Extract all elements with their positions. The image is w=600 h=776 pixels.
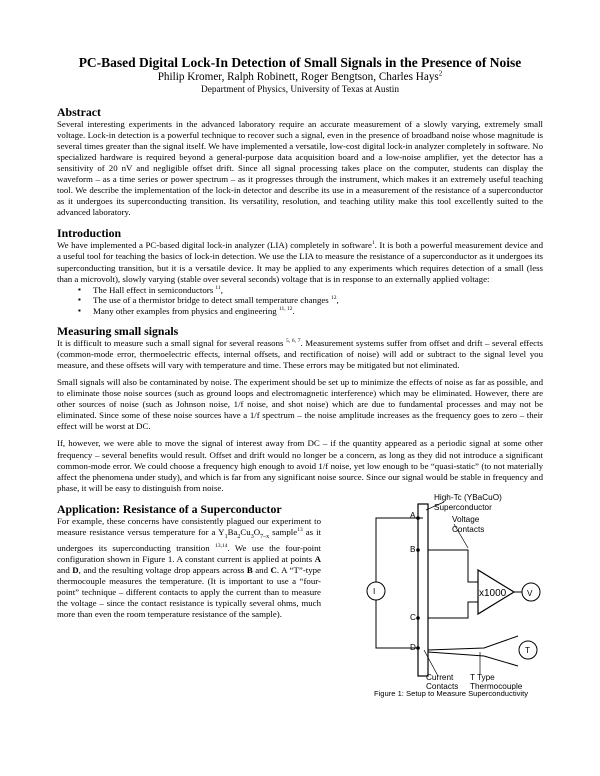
measuring-paragraph-3: If, however, we were able to move the signal of interest away from DC – if the quantity appeared as a periodic signal at some other frequency – several benefits would result. Offset and drift would no longer be a concern, as long as they did not introduce a significant common-mode error. We could choose a frequency high enough to avoid 1/f noise, yet low enough to be “quasi-static” (to not materially affect the phenomena under study), and which is far from any significant noise source. Since our signal would be stable in frequency and phase, it will be easy to distinguish from noise. (57, 438, 543, 493)
introduction-text: We have implemented a PC-based digital lock-in analyzer (LIA) completely in software$^1$. It is both a powerful measurement device and a useful tool for teaching the basics of lock-in detection. We use the LIA to measure the resistance of a superconductor as it undergoes its superconducting transition, but it is a versatile device. It may be applied to any experiments which requires detection of a small (less than a microvolt), slowly varying (stable over several seconds) voltage that is in response to an externally applied voltage: (57, 240, 543, 284)
list-item: ▪ The use of a thermistor bridge to detect small temperature changes $^{12}$, (93, 295, 543, 306)
voltage-contacts-label-2: Contacts (452, 524, 485, 534)
current-contacts-label-2: Contacts (426, 681, 459, 690)
contact-A-label: A (410, 510, 416, 520)
paper-title: PC-Based Digital Lock-In Detection of Small Signals in the Presence of Noise (78, 55, 522, 70)
sample-label-2: Superconductor (434, 502, 492, 512)
measuring-heading: Measuring small signals (57, 324, 179, 339)
current-contacts-label: Current (426, 672, 454, 682)
contact-C-label: C (410, 612, 416, 622)
contact-D-label: D (410, 642, 416, 652)
superconductor-sample (418, 504, 428, 676)
abstract-text: Several interesting experiments in the advanced laboratory require an accurate measurement of a slowly varying, extremely small voltage. Lock-in detection is a powerful technique to recover such a signal, even in the presence of broadband noise whose magnitude is several times greater than the signal itself. We have implemented a versatile, low-cost digital lock-in analyzer completely in software. No specialized hardware is required beyond a general-purpose data acquisition board and a low-noise amplifier, yet the detector has a sensitivity of 20 nV and negligible offset drift. Since all signal processing takes place on the computer, students can display the waveform – as a time series or power spectrum – as it progresses through the instrument, which makes it an extremely useful teaching tool. We describe the implementation of the lock-in detector and describe its use in a measurement of the resistance of a superconductor as it undergoes its superconducting transition. Its versatility, resolution, and teaching utility make this tool excellently suited to the advanced laboratory. (57, 119, 543, 218)
figure-1 (354, 490, 554, 700)
measuring-paragraph-2: Small signals will also be contaminated by noise. The experiment should be set up to minimize the effects of noise as far as possible, and to eliminate those noise sources (such as ground loops and electromagnetic interference) which may be eliminated. However, there are other sources of noise (such as Johnson noise, 1/f noise, and shot noise) which are due to fundamental processes and may not be eliminated. Since some of these noise sources have a 1/f spectrum – the noise amplitude increases as the frequency goes to zero – their effect will be worst at DC. (57, 377, 543, 432)
affiliation: Department of Physics, University of Texas at Austin (201, 85, 399, 95)
measuring-paragraph-1: It is difficult to measure such a small signal for several reasons $^{5, 6, 7}$. Measurement systems suffer from offset and drift – several effects (common-mode error, thermoelectric effects, internal offsets, and rectification of noise) will add or subtract to the signal level you measure, and these offsets will vary with temperature and time. These errors may be mitigated but not eliminated. (57, 338, 543, 371)
circuit-diagram (354, 490, 554, 690)
application-section (57, 492, 543, 698)
author-footnote-ref: 2 (438, 69, 443, 78)
list-item: ▪ Many other examples from physics and engineering $^{11, 12}$. (93, 306, 543, 317)
current-source-icon (367, 582, 385, 600)
contact-B-label: B (410, 544, 416, 554)
introduction-heading: Introduction (57, 226, 122, 241)
thermocouple-label-2: Thermocouple (470, 681, 523, 690)
current-source-label: I (373, 586, 376, 596)
voltmeter-label: V (527, 588, 533, 598)
list-item: ▪ The Hall effect in semiconductors $^{11}$, (93, 285, 543, 296)
abstract-heading: Abstract (57, 105, 101, 119)
application-text: For example, these concerns have consistently plagued our experiment to measure resistance versus temperature for a $Y_1Ba_2Cu_3O_{7-x}$ sample$^{13}$ as it undergoes its superconducting transition $^{13,14}$. We use the four-point configuration shown in Figure 1. A constant current is applied at points A and D, and the resulting voltage drop appears across B and C. A “T”-type thermocouple measures the temperature. (It is important to use a “four-point” technique – different contacts to apply the current than to measure the voltage – since the contact resistance is typically several ohms, much more than even the room temperature resistance of the sample). (57, 515, 322, 619)
author-list (57, 71, 543, 84)
thermometer-label: T (525, 645, 531, 655)
thermocouple-label: T Type (470, 672, 495, 682)
application-list (57, 285, 543, 317)
application-heading: Application: Resistance of a Superconductor (57, 501, 282, 516)
paper-page (57, 55, 543, 698)
figure-caption: Figure 1: Setup to Measure Superconductivity (373, 688, 529, 698)
voltage-contacts-label: Voltage (452, 514, 480, 524)
amplifier-gain-label: x1000 (479, 587, 507, 599)
author-names: Philip Kromer, Ralph Robinett, Roger Bengtson, Charles Hays (157, 71, 439, 83)
sample-label: High-Tc (YBaCuO) (434, 492, 502, 502)
